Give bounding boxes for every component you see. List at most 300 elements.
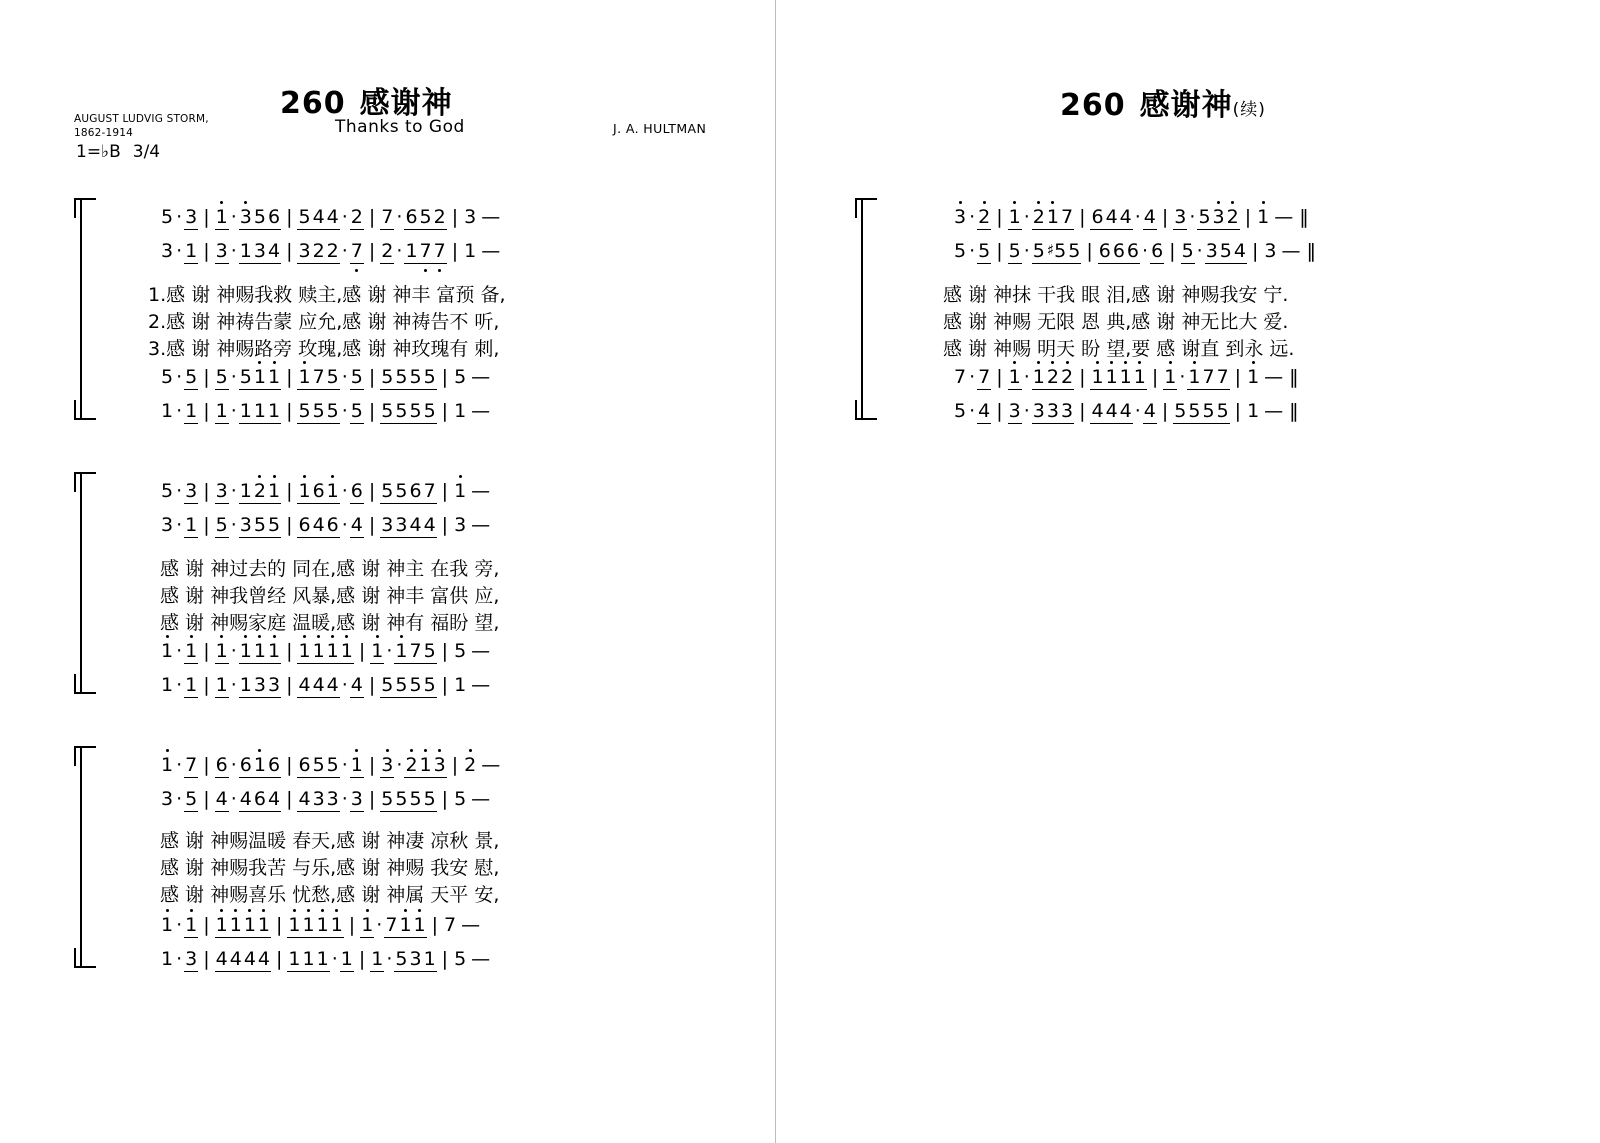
note: 5: [381, 400, 394, 422]
note: 1: [454, 400, 467, 422]
note: 1: [326, 480, 339, 502]
note: 6: [298, 754, 311, 776]
measure: [380, 754, 446, 776]
note: 2: [312, 240, 325, 262]
note: 7: [1060, 206, 1074, 228]
measure: [453, 480, 490, 502]
note: 4: [267, 240, 281, 262]
note-dot: ·: [230, 240, 237, 262]
note-dot: ·: [341, 480, 348, 502]
barline: |: [996, 240, 1003, 262]
note: 1: [340, 948, 353, 970]
note: 3: [381, 514, 394, 536]
barline: |: [368, 514, 376, 536]
note-dot: ·: [176, 788, 183, 810]
note-dot: ·: [230, 206, 237, 228]
note: 1: [371, 948, 384, 970]
measure: [1246, 366, 1283, 388]
note: 1: [253, 366, 266, 388]
measure: [1008, 240, 1082, 262]
barline: |: [1079, 366, 1086, 388]
note: 5: [161, 366, 174, 388]
note: 5: [381, 480, 394, 502]
note-dot: ·: [376, 914, 383, 936]
measure: [1173, 206, 1239, 228]
soprano-notes-2: [160, 480, 490, 502]
note: 2: [1226, 206, 1239, 228]
note: 4: [1105, 400, 1118, 422]
measure: [160, 674, 198, 696]
measure: [380, 674, 436, 696]
note-dot: ·: [230, 788, 237, 810]
note-dash: —: [471, 366, 491, 388]
note: 5: [239, 366, 252, 388]
note-dot: ·: [176, 366, 183, 388]
note: 5: [312, 754, 325, 776]
measure: [1008, 366, 1074, 388]
tenor-notes-4: [953, 366, 1296, 388]
note-dash: —: [481, 206, 501, 228]
note: 5: [1068, 240, 1081, 262]
note: 3: [185, 480, 198, 502]
note-dot: ·: [969, 366, 976, 388]
measure: [1256, 206, 1293, 228]
note: 3: [253, 674, 266, 696]
note: 5: [298, 400, 311, 422]
measure: [215, 366, 281, 388]
measure: [1246, 400, 1283, 422]
measure: [160, 206, 198, 228]
alto-notes-3: [160, 788, 490, 810]
measure: [215, 640, 281, 662]
note: 5: [409, 366, 422, 388]
measure: [380, 480, 436, 502]
note-dot: ·: [230, 366, 237, 388]
measure: [453, 640, 490, 662]
note-dot: ·: [341, 514, 348, 536]
barline: |: [1161, 400, 1169, 422]
hymn-number: 260: [280, 86, 346, 121]
barline: |: [1244, 206, 1252, 228]
note-dot: ·: [341, 788, 348, 810]
measure: [1263, 240, 1300, 262]
note: 7: [433, 240, 446, 262]
note: 1: [454, 480, 467, 502]
note: 4: [215, 948, 228, 970]
measure: [160, 914, 198, 936]
note: 1: [253, 400, 266, 422]
barline: |: [286, 674, 293, 696]
soprano-notes-4: [953, 206, 1306, 228]
note: 4: [267, 788, 281, 810]
note: 6: [267, 754, 281, 776]
note: 7: [954, 366, 967, 388]
final-barline: ‖: [1299, 206, 1306, 228]
note-dash: —: [471, 788, 491, 810]
hymn-title-cn-cont: 感谢神: [1139, 88, 1233, 123]
note: 1: [316, 948, 329, 970]
note: 4: [312, 206, 325, 228]
barline: |: [441, 366, 449, 388]
note-dot: ·: [176, 480, 183, 502]
note: 7: [1202, 366, 1215, 388]
note-dot: ·: [969, 240, 976, 262]
note: 1: [350, 754, 363, 776]
lyrics-line: 感 谢 神过去的 同在,感 谢 神主 在我 旁,: [160, 558, 500, 580]
note: 3: [1212, 206, 1225, 228]
note: 4: [409, 514, 422, 536]
note: 1: [298, 640, 311, 662]
measure: [215, 400, 281, 422]
note-dot: ·: [1196, 240, 1203, 262]
note: 6: [267, 206, 281, 228]
note-dot: ·: [176, 206, 183, 228]
measure: [160, 240, 198, 262]
measure: [1008, 206, 1074, 228]
note: 1: [288, 948, 301, 970]
note: 2: [350, 206, 363, 228]
note-dot: ·: [341, 206, 348, 228]
bass-notes-1: [160, 400, 490, 422]
note: 5: [454, 640, 467, 662]
note: 4: [326, 674, 339, 696]
note: 5: [215, 514, 228, 536]
note-dash: —: [471, 514, 491, 536]
note: 5: [954, 400, 967, 422]
measure: [287, 948, 353, 970]
measure: [380, 788, 436, 810]
barline: |: [276, 948, 283, 970]
note-dot: ·: [969, 400, 976, 422]
lyrics-line: 感 谢 神赐家庭 温暖,感 谢 神有 福盼 望,: [160, 612, 500, 634]
note: ♯5: [1046, 240, 1067, 262]
note-dot: ·: [230, 640, 237, 662]
measure: [453, 366, 490, 388]
note: 4: [978, 400, 991, 422]
barline: |: [1234, 366, 1242, 388]
note: 5: [454, 366, 467, 388]
note: 1: [185, 674, 198, 696]
note: 5: [1008, 240, 1021, 262]
note: 3: [433, 754, 446, 776]
note: 1: [185, 400, 198, 422]
barline: |: [441, 514, 449, 536]
measure: [370, 640, 436, 662]
note-dot: ·: [341, 240, 348, 262]
barline: |: [996, 366, 1003, 388]
measure: [463, 240, 500, 262]
measure: [463, 206, 500, 228]
note-dash: —: [471, 674, 491, 696]
note: 4: [1105, 206, 1118, 228]
measure: [297, 754, 363, 776]
note: 2: [253, 480, 266, 502]
soprano-notes-3: [160, 754, 500, 776]
note: 7: [381, 206, 394, 228]
barline: |: [441, 480, 449, 502]
note: 2: [1060, 366, 1074, 388]
note: 5: [454, 788, 467, 810]
page-title-left: [280, 78, 453, 122]
lyrics-block-4: [943, 282, 1294, 363]
measure: [1090, 366, 1146, 388]
note-dot: ·: [396, 240, 403, 262]
barline: |: [996, 206, 1003, 228]
note: 1: [399, 914, 412, 936]
barline: |: [203, 480, 210, 502]
note: 1: [371, 640, 384, 662]
note: 1: [288, 914, 301, 936]
barline: |: [1151, 366, 1159, 388]
barline: |: [368, 366, 376, 388]
note: 7: [444, 914, 457, 936]
alto-notes-1: [160, 240, 500, 262]
note: 5: [1032, 240, 1045, 262]
note: 1: [316, 914, 329, 936]
measure: [360, 914, 426, 936]
note: 6: [1098, 240, 1111, 262]
key-signature: 1=♭B: [76, 142, 121, 162]
note: 3: [1008, 400, 1021, 422]
note: 1: [454, 674, 467, 696]
barline: |: [203, 788, 210, 810]
measure: [297, 640, 353, 662]
note: 3: [267, 674, 281, 696]
lyrics-block-1: [148, 282, 506, 363]
note-dot: ·: [1179, 366, 1186, 388]
barline: |: [203, 514, 210, 536]
note: 4: [215, 788, 228, 810]
barline: |: [1079, 206, 1086, 228]
note: 5: [1188, 400, 1201, 422]
note: 5: [423, 640, 436, 662]
measure: [215, 480, 281, 502]
measure: [297, 366, 363, 388]
note: 3: [239, 514, 252, 536]
measure: [953, 240, 991, 262]
note: 3: [464, 206, 477, 228]
note: 4: [1143, 206, 1156, 228]
note: 1: [161, 948, 174, 970]
final-barline: ‖: [1289, 366, 1296, 388]
note: 1: [267, 480, 281, 502]
measure: [297, 788, 363, 810]
measure: [1163, 366, 1229, 388]
note-dot: ·: [341, 754, 348, 776]
note: 3: [215, 480, 228, 502]
note: 4: [326, 206, 339, 228]
measure: [160, 366, 198, 388]
barline: |: [358, 948, 366, 970]
note: 1: [1032, 366, 1045, 388]
note: 6: [312, 480, 325, 502]
note: 5: [395, 400, 408, 422]
note: 1: [405, 240, 418, 262]
note: 6: [1091, 206, 1104, 228]
note: 1: [239, 480, 252, 502]
note-dot: ·: [176, 754, 183, 776]
note: 3: [312, 788, 325, 810]
note: 1: [413, 914, 426, 936]
note: 3: [1032, 400, 1045, 422]
note: 5: [409, 400, 422, 422]
barline: |: [1251, 240, 1259, 262]
note: 1: [1091, 366, 1104, 388]
note: 6: [1151, 240, 1164, 262]
lyrics-line: 2.感 谢 神祷告蒙 应允,感 谢 神祷告不 听,: [148, 311, 500, 333]
bass-notes-3: [160, 948, 490, 970]
note-dash: —: [481, 754, 501, 776]
barline: |: [1161, 206, 1169, 228]
right-page: [775, 0, 1600, 1143]
note: 2: [326, 240, 339, 262]
barline: |: [451, 240, 459, 262]
lyrics-line: 感 谢 神抹 干我 眼 泪,感 谢 神赐我安 宁.: [943, 284, 1289, 306]
measure: [160, 948, 198, 970]
barline: |: [368, 674, 376, 696]
note-dot: ·: [1189, 206, 1196, 228]
note: 1: [1046, 206, 1059, 228]
measure: [215, 754, 281, 776]
note-dot: ·: [176, 240, 183, 262]
soprano-notes-1: [160, 206, 500, 228]
note: 5: [326, 400, 339, 422]
measure: [297, 480, 363, 502]
note-dash: —: [1281, 240, 1301, 262]
barline: |: [286, 400, 293, 422]
note: 1: [267, 640, 281, 662]
note: 5: [395, 788, 408, 810]
note: 5: [381, 366, 394, 388]
note: 4: [298, 788, 311, 810]
note-dot: ·: [230, 754, 237, 776]
note: 4: [312, 514, 325, 536]
note: 1: [185, 640, 198, 662]
note: 1: [419, 754, 432, 776]
alto-notes-2: [160, 514, 490, 536]
note: 3: [161, 788, 174, 810]
measure: [297, 240, 363, 262]
note: 5: [423, 400, 436, 422]
barline: |: [441, 640, 449, 662]
measure: [443, 914, 480, 936]
note: 5: [1219, 240, 1232, 262]
lyricist-name: AUGUST LUDVIG STORM,: [74, 113, 209, 125]
note: 6: [239, 754, 252, 776]
note: 6: [298, 514, 311, 536]
measure: [1098, 240, 1164, 262]
note: 5: [395, 480, 408, 502]
note: 1: [1188, 366, 1201, 388]
note-dot: ·: [230, 480, 237, 502]
note: 4: [298, 674, 311, 696]
tenor-notes-1: [160, 366, 490, 388]
note: 5: [395, 674, 408, 696]
measure: [380, 514, 436, 536]
note: 1: [1164, 366, 1177, 388]
note: 3: [409, 948, 422, 970]
note-dot: ·: [386, 640, 393, 662]
barline: |: [286, 206, 293, 228]
measure: [215, 948, 271, 970]
lyrics-line: 感 谢 神赐我苦 与乐,感 谢 神赐 我安 慰,: [160, 857, 500, 879]
measure: [453, 788, 490, 810]
note: 1: [215, 400, 228, 422]
measure: [287, 914, 343, 936]
note: 7: [978, 366, 991, 388]
note: 4: [423, 514, 436, 536]
measure: [953, 206, 991, 228]
left-page: [0, 0, 775, 1143]
note: 1: [302, 948, 315, 970]
note: 5: [298, 206, 311, 228]
time-signature: 3/4: [132, 142, 161, 162]
note: 4: [239, 788, 252, 810]
note: 1: [215, 674, 228, 696]
note-dot: ·: [396, 754, 403, 776]
measure: [1090, 206, 1156, 228]
measure: [1090, 400, 1156, 422]
note: 3: [298, 240, 311, 262]
note: 1: [267, 400, 281, 422]
note: 5: [423, 674, 436, 696]
barline: |: [1169, 240, 1176, 262]
bass-notes-4: [953, 400, 1296, 422]
measure: [160, 480, 198, 502]
tenor-notes-3: [160, 914, 480, 936]
note: 1: [253, 640, 266, 662]
note: 5: [1174, 400, 1187, 422]
note: 2: [433, 206, 446, 228]
measure: [297, 400, 363, 422]
note: 6: [1126, 240, 1140, 262]
note: 5: [423, 366, 436, 388]
barline: |: [348, 914, 356, 936]
note: 7: [419, 240, 432, 262]
measure: [297, 206, 363, 228]
measure: [297, 514, 363, 536]
barline: |: [1086, 240, 1093, 262]
note: 3: [239, 206, 252, 228]
note: 3: [395, 514, 408, 536]
note: 5: [1198, 206, 1211, 228]
note: 1: [161, 754, 174, 776]
measure: [953, 366, 991, 388]
note: 5: [978, 240, 991, 262]
measure: [463, 754, 500, 776]
note-dot: ·: [176, 514, 183, 536]
note: 1: [302, 914, 315, 936]
lyrics-line: 感 谢 神我曾经 风暴,感 谢 神丰 富供 应,: [160, 585, 500, 607]
note: 1: [1008, 366, 1021, 388]
hymn-title-cn: 感谢神: [359, 86, 453, 121]
note: 3: [350, 788, 363, 810]
note-dot: ·: [969, 206, 976, 228]
note: 4: [312, 674, 325, 696]
note: 1: [1247, 366, 1260, 388]
note: 1: [239, 640, 252, 662]
barline: |: [441, 788, 449, 810]
barline: |: [368, 206, 376, 228]
note: 1: [239, 240, 252, 262]
note-dot: ·: [176, 400, 183, 422]
note: 4: [229, 948, 242, 970]
measure: [370, 948, 436, 970]
barline: |: [1079, 400, 1086, 422]
note-dot: ·: [341, 366, 348, 388]
key-and-time-signature: [76, 142, 160, 162]
note: 7: [185, 754, 198, 776]
